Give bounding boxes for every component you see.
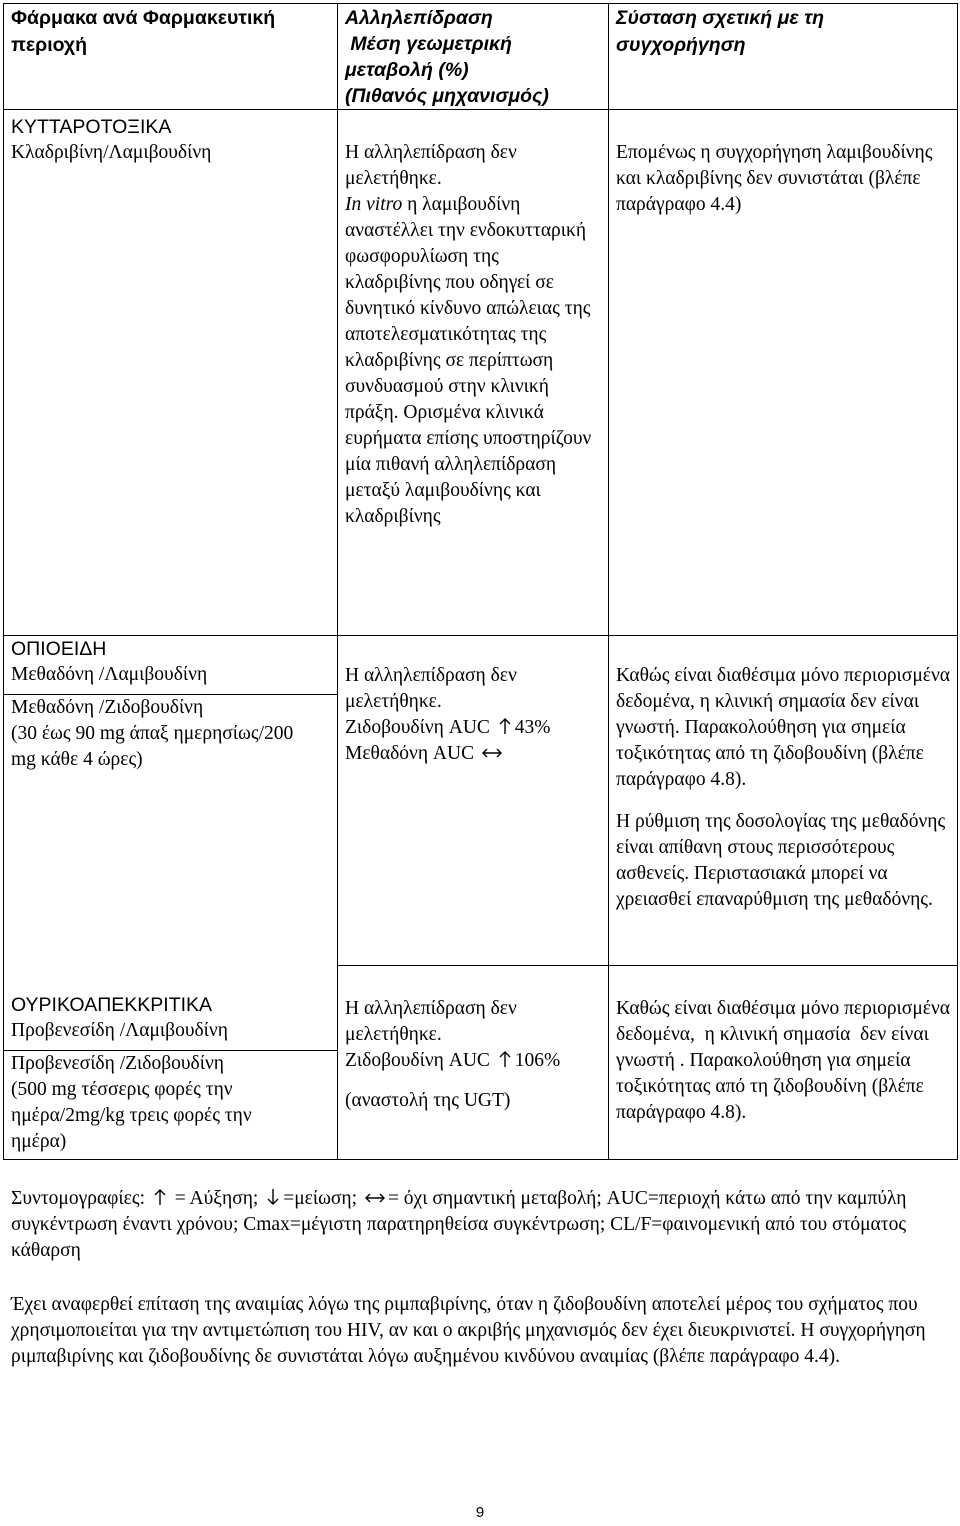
header-drugs-cell <box>4 4 338 110</box>
uricosurics-interaction-cell <box>338 966 609 1160</box>
arrow-left-right-icon <box>364 1188 386 1206</box>
ribavirin-note: Έχει αναφερθεί επίταση της αναιμίας λόγω της ριμπαβιρίνης, όταν η ζιδοβουδίνη αποτελεί μέρος του σχήματος που χρησιμοποιείται για την αντιμετώπιση του HIV, αν και ο ακριβής μηχανισμός δεν έχει διευκρινιστεί. Η συγχορήγηση ριμπαβιρίνης και ζιδοβουδίνης δε συνιστάται λόγω αυξημένου κινδύνου αναιμίας (βλέπε παράγραφο 4.4). <box>11 1294 926 1367</box>
header-recommendation: Σύσταση σχετική με τη συγχορήγηση <box>616 7 824 56</box>
zidovudine-auc-value: 43% <box>514 717 551 738</box>
opioids-drug-cell <box>4 636 338 966</box>
uricosurics-mechanism: (αναστολή της UGT) <box>345 1090 511 1111</box>
header-drugs: Φάρμακα ανά Φαρμακευτική περιοχή <box>11 7 276 56</box>
cytotoxic-interaction-cell <box>338 110 609 636</box>
uricosurics-zidovudine-auc <box>345 1048 602 1074</box>
arrow-left-right-icon <box>481 743 503 761</box>
invitro-description: η λαμιβουδίνη αναστέλλει την ενδοκυτταρική φωσφορυλίωση της κλαδριβίνης που οδηγεί σε δυνητικό κίνδυνο απώλειας της αποτελεσματικότητας της κλαδριβίνης σε περίπτωση συνδυασμού στην κλινική πράξη. Ορισμένα κλινικά ευρήματα επίσης υποστηρίζουν μία πιθανή αλληλεπίδραση μεταξύ λαμιβουδίνης και κλαδριβίνης <box>345 194 592 527</box>
arrow-down-icon <box>265 1188 281 1206</box>
class-label-uricosurics: ΟΥΡΙΚΟΑΠΕΚΚΡΙΤΙΚΑ <box>11 994 213 1016</box>
zidovudine-auc-label-2: Ζιδοβουδίνη AUC <box>345 1050 495 1071</box>
interaction-not-studied: Η αλληλεπίδραση δεν μελετήθηκε. <box>345 142 517 189</box>
table-header-row <box>4 4 958 110</box>
drug-probenecid-lamivudine: Προβενεσίδη /Λαμιβουδίνη <box>11 1020 228 1041</box>
opioids-divider <box>4 694 337 773</box>
header-mechanism: (Πιθανός μηχανισμός) <box>345 85 549 107</box>
opioids-recommendation-2: Η ρύθμιση της δοσολογίας της μεθαδόνης είναι απίθανη στους περισσότερους ασθενείς. Περιστασιακά μπορεί να χρειασθεί επαναρύθμιση της μεθαδόνης. <box>616 811 946 910</box>
abbreviations-paragraph <box>11 1186 951 1264</box>
class-label-cytotoxic: ΚΥΤΤΑΡΟΤΟΞΙΚΑ <box>11 116 172 138</box>
opioids-not-studied: Η αλληλεπίδραση δεν μελετήθηκε. <box>345 665 517 712</box>
drug-methadone-lamivudine: Μεθαδόνη /Λαμιβουδίνη <box>11 664 208 685</box>
drug-probenecid-zidovudine-dose: (500 mg τέσσερις φορές την ημέρα/2mg/kg τρεις φορές την ημέρα) <box>11 1079 252 1152</box>
cytotoxic-recommendation-cell <box>609 110 958 636</box>
arrow-up-icon <box>152 1188 168 1206</box>
header-interaction: Αλληλεπίδραση <box>345 7 493 29</box>
table-row-uricosurics <box>4 966 958 1160</box>
header-recommendation-cell <box>609 4 958 110</box>
opioids-recommendation-1: Καθώς είναι διαθέσιμα μόνο περιορισμένα δεδομένα, η κλινική σημασία δεν είναι γνωστή. Παρακολούθηση για σημεία τοξικότητας από τη ζιδοβουδίνη (βλέπε παράγραφο 4.8). <box>616 665 950 790</box>
opioids-methadone-auc <box>345 741 602 767</box>
table-row-cytotoxic <box>4 110 958 636</box>
zidovudine-auc-value-2: 106% <box>514 1050 561 1071</box>
drug-methadone-zidovudine-dose: (30 έως 90 mg άπαξ ημερησίως/200 mg κάθε 4 ώρες) <box>11 723 294 770</box>
page-number: 9 <box>475 1504 485 1521</box>
header-geometric-change: Μέση γεωμετρική μεταβολή (%) <box>345 33 518 81</box>
interaction-table <box>3 3 958 1160</box>
arrow-up-icon <box>497 717 513 735</box>
table-row-opioids <box>4 636 958 966</box>
abbreviations-prefix: Συντομογραφίες: <box>11 1188 150 1209</box>
abbreviations-decrease: =μείωση; <box>283 1188 362 1209</box>
uricosurics-recommendation-cell <box>609 966 958 1160</box>
uricosurics-recommendation: Καθώς είναι διαθέσιμα μόνο περιορισμένα δεδομένα, η κλινική σημασία δεν είναι γνωστή . Παρακολούθηση για σημεία τοξικότητας από τη ζιδοβουδίνη (βλέπε παράγραφο 4.8). <box>616 998 955 1123</box>
header-interaction-cell <box>338 4 609 110</box>
cytotoxic-drug-cell <box>4 110 338 636</box>
abbreviations-increase: = Αύξηση; <box>169 1188 264 1209</box>
recommendation-cladribine: Επομένως η συγχορήγηση λαμιβουδίνης και κλαδριβίνης δεν συνιστάται (βλέπε παράγραφο 4.4) <box>616 142 933 215</box>
uricosurics-drug-cell <box>4 966 338 1160</box>
interaction-invitro-text <box>345 192 595 530</box>
drug-probenecid-zidovudine: Προβενεσίδη /Ζιδοβουδίνη <box>11 1053 224 1074</box>
drug-methadone-zidovudine: Μεθαδόνη /Ζιδοβουδίνη <box>11 697 204 718</box>
invitro-label: In vitro <box>345 194 403 215</box>
class-label-opioids: ΟΠΙΟΕΙΔΗ <box>11 638 107 660</box>
methadone-auc-label: Μεθαδόνη AUC <box>345 743 479 764</box>
uricosurics-not-studied: Η αλληλεπίδραση δεν μελετήθηκε. <box>345 998 517 1045</box>
opioids-recommendation-cell <box>609 636 958 966</box>
opioids-interaction-cell <box>338 636 609 966</box>
opioids-zidovudine-auc <box>345 715 602 741</box>
drug-cladribine-lamivudine: Κλαδριβίνη/Λαμιβουδίνη <box>11 142 212 163</box>
abbreviations-rest: = όχι σημαντική μεταβολή; AUC=περιοχή κάτω από την καμπύλη συγκέντρωση έναντι χρόνου; Cmax=μέγιστη παρατηρηθείσα συγκέντρωση; CL/F=φαινομενική από του στόματος κάθαρση <box>11 1188 907 1261</box>
arrow-up-icon <box>497 1050 513 1068</box>
zidovudine-auc-label: Ζιδοβουδίνη AUC <box>345 717 495 738</box>
uricosurics-divider <box>4 1050 337 1159</box>
